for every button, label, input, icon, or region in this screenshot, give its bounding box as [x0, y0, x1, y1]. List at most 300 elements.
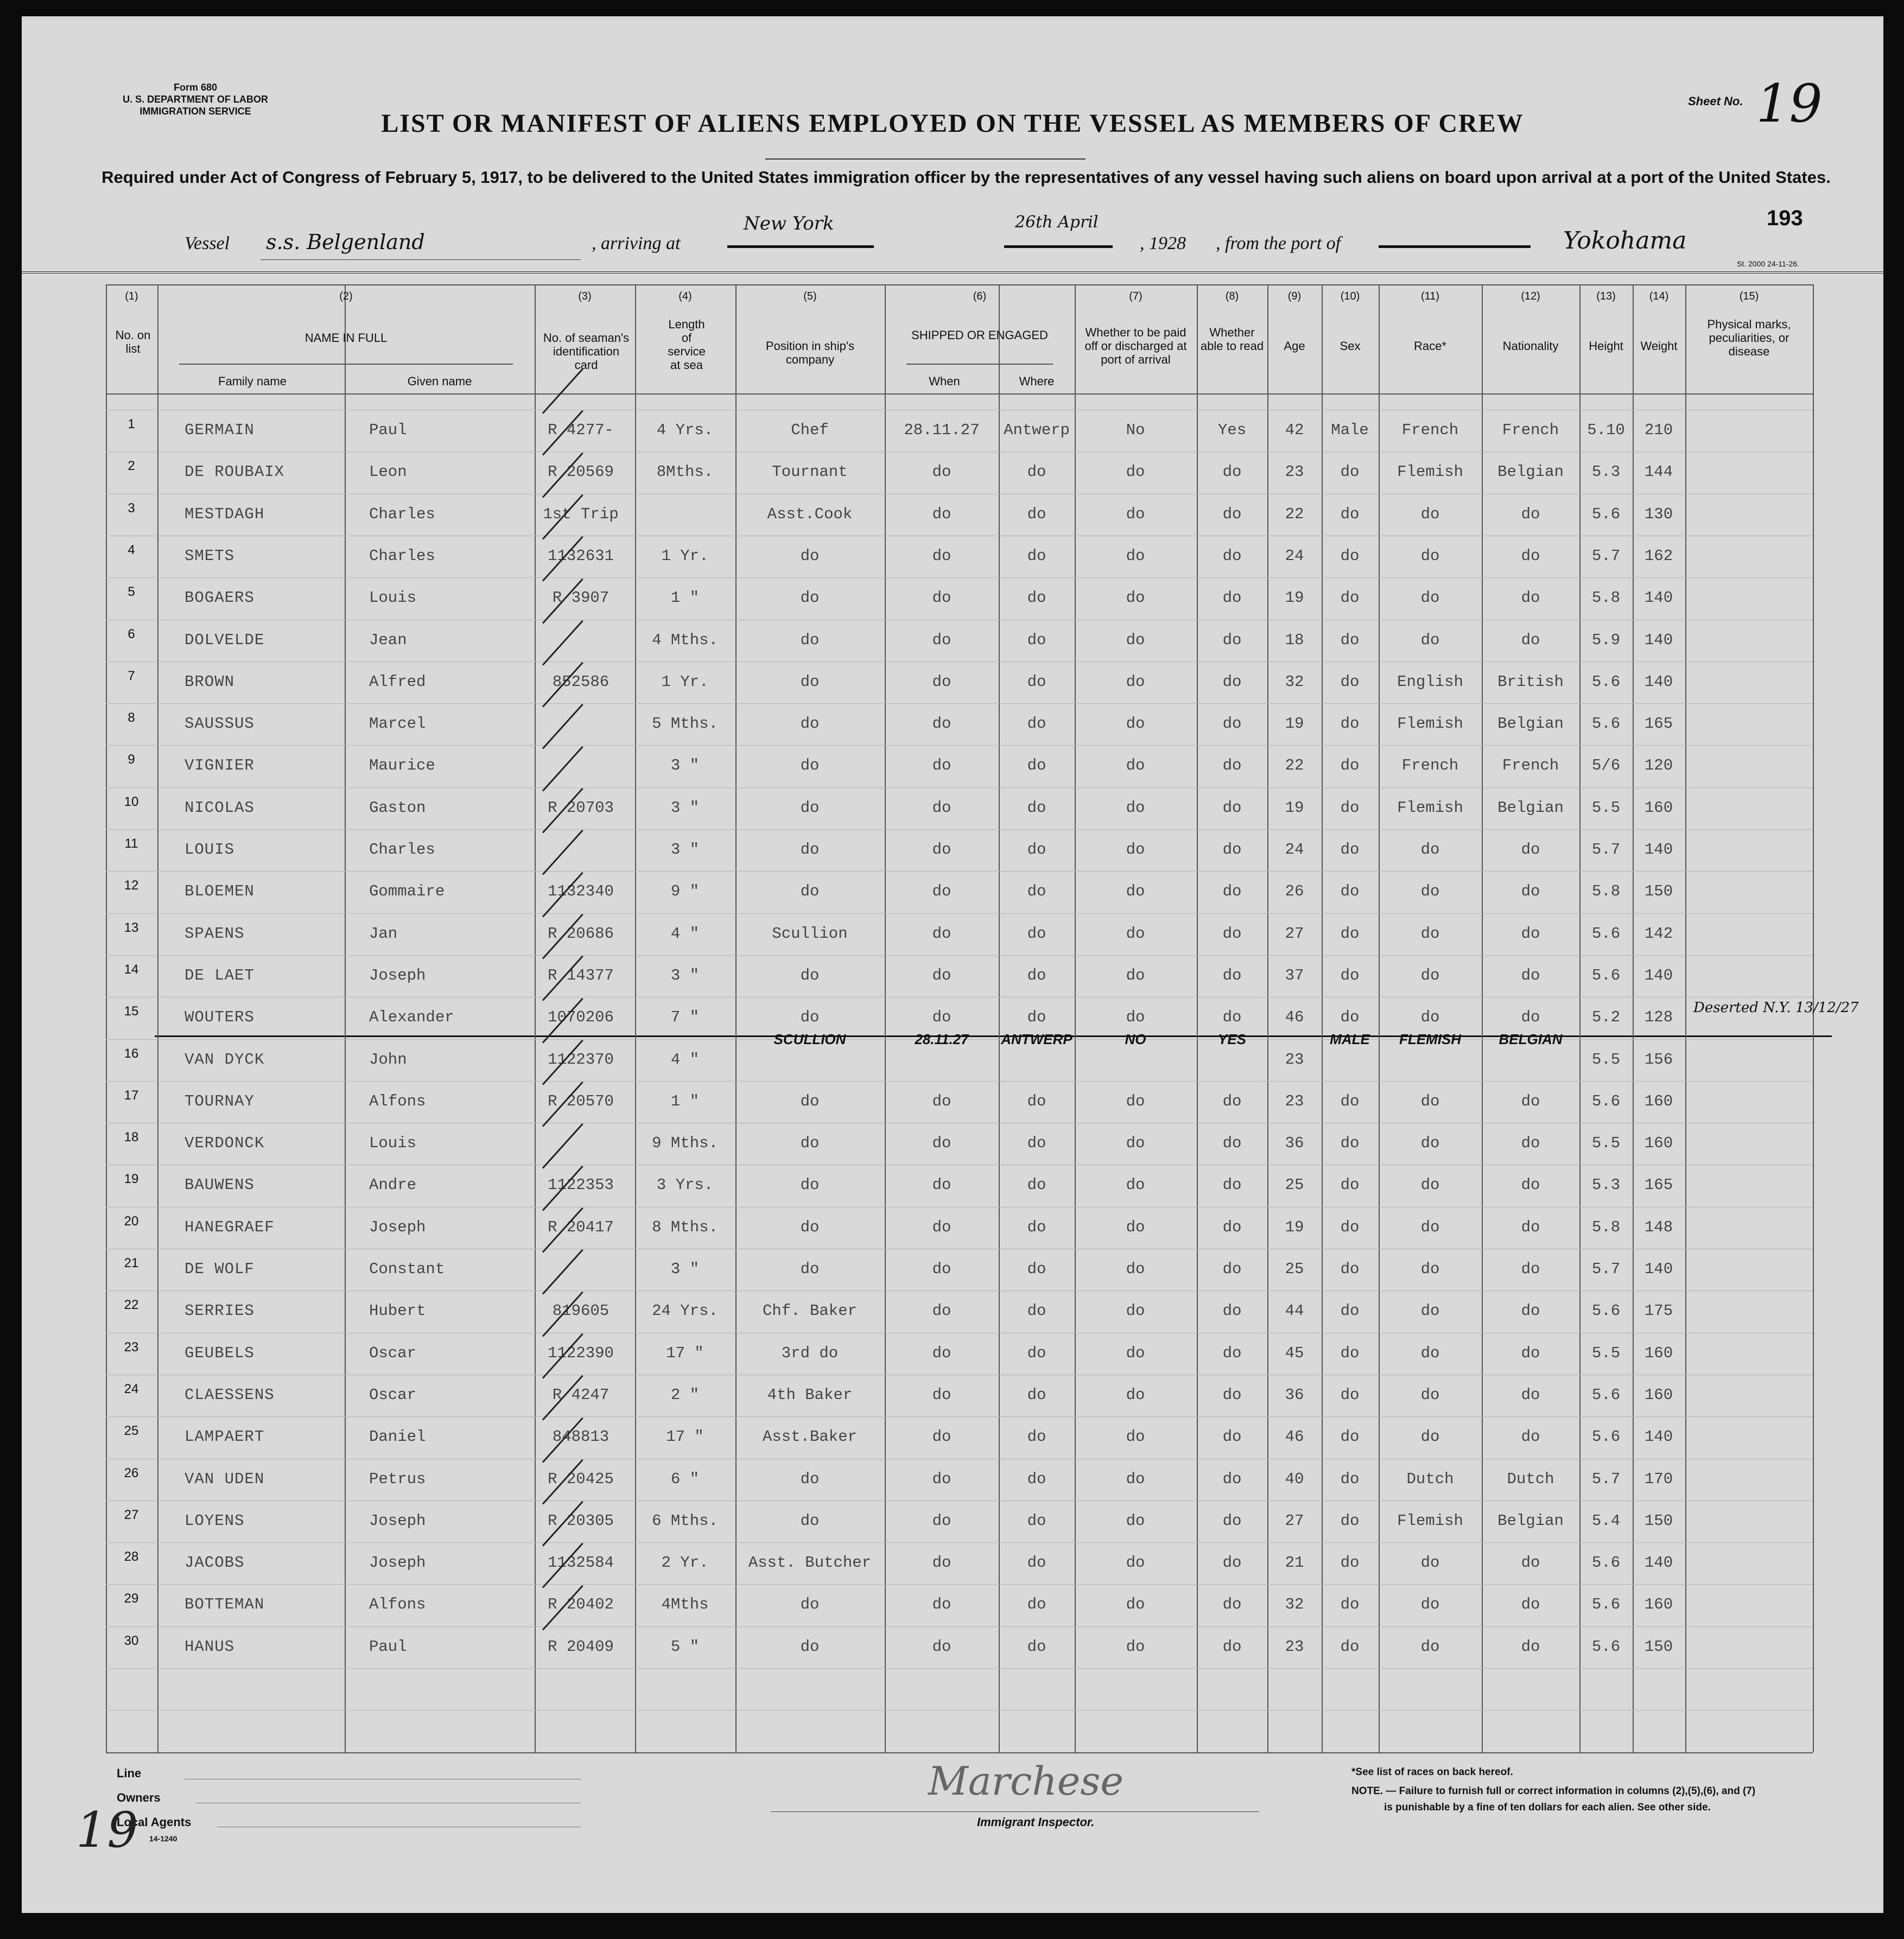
sex-cell: do — [1340, 631, 1360, 649]
position-cell: do — [800, 1511, 820, 1530]
paid-off-cell: do — [1126, 1176, 1145, 1194]
shipped-when-cell: do — [932, 1554, 951, 1572]
family-name-cell: SPAENS — [185, 924, 245, 943]
manifest-sheet — [22, 16, 1883, 1913]
family-name-cell: HANUS — [185, 1637, 235, 1656]
shipped-when-cell: do — [932, 1470, 951, 1488]
able-to-read-cell: do — [1222, 924, 1242, 943]
header-race: Race* — [1414, 339, 1446, 353]
family-name-cell: GEUBELS — [185, 1344, 255, 1362]
weight-cell: 160 — [1644, 1134, 1673, 1153]
position-cell: do — [800, 715, 820, 733]
shipped-where-cell: do — [1027, 1134, 1046, 1153]
sex-cell: do — [1340, 1385, 1360, 1404]
height-cell: 5.6 — [1591, 1092, 1621, 1110]
position-cell: Scullion — [772, 924, 848, 943]
height-cell: 5.6 — [1591, 924, 1621, 943]
able-to-read-cell: do — [1222, 1595, 1242, 1614]
row-number: 28 — [124, 1549, 139, 1565]
shipped-when-cell: do — [932, 756, 951, 775]
age-cell: 24 — [1285, 841, 1304, 859]
length-service-cell: 17 " — [666, 1344, 704, 1362]
shipped-when-cell: do — [932, 1260, 951, 1278]
column-number: (3) — [578, 290, 592, 302]
shipped-where-cell: do — [1027, 631, 1046, 649]
paid-off-cell: do — [1126, 463, 1145, 481]
position-cell: do — [800, 546, 820, 565]
race-cell: Flemish — [1397, 798, 1463, 817]
shipped-where-cell: do — [1027, 798, 1046, 817]
sex-cell: do — [1340, 841, 1360, 859]
ruling-line — [106, 955, 1813, 956]
given-name-cell: Gommaire — [369, 882, 445, 901]
race-cell: do — [1420, 1554, 1440, 1572]
row-number: 10 — [124, 794, 139, 809]
nationality-cell: do — [1521, 589, 1540, 607]
able-to-read-cell: do — [1222, 756, 1242, 775]
age-cell: 32 — [1285, 672, 1304, 691]
weight-cell: 142 — [1644, 924, 1673, 943]
length-service-cell: 3 " — [670, 966, 700, 984]
race-cell: do — [1420, 1092, 1440, 1110]
paid-off-cell: do — [1126, 672, 1145, 691]
age-cell: 19 — [1285, 715, 1304, 733]
length-service-cell: 3 " — [670, 1260, 700, 1278]
weight-cell: 165 — [1644, 1176, 1673, 1194]
age-cell: 26 — [1285, 882, 1304, 901]
height-cell: 5.5 — [1591, 1050, 1621, 1069]
length-service-cell: 6 Mths. — [652, 1511, 718, 1530]
race-cell: French — [1401, 756, 1459, 775]
id-card-cell: R 20703 — [548, 798, 614, 817]
ruling-line — [106, 1710, 1813, 1711]
header-rule — [22, 271, 1883, 274]
header-able-to-read: Whether able to read — [1200, 326, 1264, 353]
given-name-cell: Louis — [369, 1134, 417, 1153]
nationality-cell: do — [1521, 1344, 1540, 1362]
able-to-read-cell: do — [1222, 966, 1242, 984]
family-name-cell: JACOBS — [185, 1554, 245, 1572]
able-to-read-cell: Yes — [1217, 421, 1247, 439]
height-cell: 5.6 — [1591, 505, 1621, 523]
row-number: 24 — [124, 1381, 139, 1396]
sex-cell: do — [1340, 1595, 1360, 1614]
header-divider — [106, 284, 1813, 285]
column-number: (4) — [678, 290, 692, 302]
family-name-cell: MESTDAGH — [185, 505, 265, 523]
nationality-cell: Belgian — [1497, 463, 1564, 481]
weight-cell: 140 — [1644, 966, 1673, 984]
column-divider — [106, 284, 107, 1752]
row-number: 22 — [124, 1298, 139, 1313]
id-card-cell: 1070206 — [548, 1008, 614, 1027]
penalty-note-line2: is punishable by a fine of ten dollars for each alien. See other side. — [1384, 1802, 1711, 1813]
shipped-where-cell: do — [1027, 1637, 1046, 1656]
shipped-where-cell: do — [1027, 672, 1046, 691]
sex-cell: do — [1340, 798, 1360, 817]
age-cell: 19 — [1285, 1218, 1304, 1236]
age-cell: 46 — [1285, 1428, 1304, 1446]
ruling-line — [106, 1668, 1813, 1669]
able-to-read-cell: do — [1222, 1511, 1242, 1530]
position-cell: do — [800, 631, 820, 649]
age-cell: 25 — [1285, 1176, 1304, 1194]
age-cell: 22 — [1285, 505, 1304, 523]
weight-cell: 170 — [1644, 1470, 1673, 1488]
race-cell: do — [1420, 966, 1440, 984]
length-service-cell: 24 Yrs. — [652, 1302, 718, 1320]
position-cell: do — [800, 589, 820, 607]
form-number: Form 680 — [173, 82, 218, 93]
paid-off-cell: No — [1126, 421, 1145, 439]
paid-off-cell: do — [1126, 1595, 1145, 1614]
age-cell: 21 — [1285, 1554, 1304, 1572]
length-service-cell: 2 Yr. — [661, 1554, 709, 1572]
nationality-cell: British — [1497, 672, 1564, 691]
header-nationality: Nationality — [1502, 339, 1559, 353]
shipped-where-cell: do — [1027, 589, 1046, 607]
family-name-cell: LOUIS — [185, 841, 235, 859]
header-no-on-list: No. on list — [115, 328, 151, 355]
length-service-cell: 1 " — [670, 1092, 700, 1110]
height-cell: 5.6 — [1591, 1595, 1621, 1614]
id-card-cell: 1132340 — [548, 882, 614, 901]
shipped-where-cell: do — [1027, 1554, 1046, 1572]
shipped-where-cell: do — [1027, 1470, 1046, 1488]
sex-cell: Male — [1331, 421, 1369, 439]
age-cell: 23 — [1285, 463, 1304, 481]
ruling-line — [106, 829, 1813, 830]
id-card-cell: 852586 — [552, 672, 610, 691]
page-title: LIST OR MANIFEST OF ALIENS EMPLOYED ON THE VESSEL AS MEMBERS OF CREW — [381, 109, 1524, 138]
position-cell: Asst.Cook — [767, 505, 853, 523]
weight-cell: 144 — [1644, 463, 1673, 481]
height-cell: 5.3 — [1591, 1176, 1621, 1194]
nationality-cell: Belgian — [1497, 798, 1564, 817]
race-cell: French — [1401, 421, 1459, 439]
shipped-when-cell: do — [932, 966, 951, 984]
weight-cell: 148 — [1644, 1218, 1673, 1236]
id-card-cell: R 20305 — [548, 1511, 614, 1530]
inspector-signature: Marchese — [928, 1758, 1124, 1804]
weight-cell: 160 — [1644, 1595, 1673, 1614]
row-number: 27 — [124, 1507, 139, 1522]
height-cell: 5/6 — [1591, 756, 1621, 775]
nationality-cell: do — [1521, 505, 1540, 523]
id-card-cell: R 4247 — [552, 1385, 610, 1404]
row-number: 8 — [128, 710, 135, 726]
race-cell: do — [1420, 924, 1440, 943]
shipped-when-cell: do — [932, 1218, 951, 1236]
weight-cell: 150 — [1644, 1637, 1673, 1656]
family-name-cell: HANEGRAEF — [185, 1218, 275, 1236]
shipped-when-cell: do — [932, 1302, 951, 1320]
print-code: St. 2000 24-11-26. — [1737, 259, 1799, 268]
row-number: 19 — [124, 1172, 139, 1187]
position-cell: do — [800, 798, 820, 817]
given-name-cell: Alfons — [369, 1092, 426, 1110]
id-card-cell: R 20570 — [548, 1092, 614, 1110]
length-service-cell: 9 " — [670, 882, 700, 901]
stamp-where: ANTWERP — [1001, 1031, 1072, 1047]
able-to-read-cell: do — [1222, 1470, 1242, 1488]
given-name-cell: Petrus — [369, 1470, 426, 1488]
position-cell: Chef — [791, 421, 829, 439]
row-number: 23 — [124, 1339, 139, 1355]
weight-cell: 175 — [1644, 1302, 1673, 1320]
race-note: *See list of races on back hereof. — [1351, 1766, 1513, 1778]
shipped-when-cell: do — [932, 672, 951, 691]
length-service-cell: 3 " — [670, 841, 700, 859]
nationality-cell: do — [1521, 1260, 1540, 1278]
able-to-read-cell: do — [1222, 672, 1242, 691]
height-cell: 5.6 — [1591, 672, 1621, 691]
height-cell: 5.7 — [1591, 546, 1621, 565]
height-cell: 5.6 — [1591, 1637, 1621, 1656]
header-subdivider — [179, 364, 513, 365]
paid-off-cell: do — [1126, 1344, 1145, 1362]
position-cell: do — [800, 1008, 820, 1027]
header-weight: Weight — [1640, 339, 1678, 353]
row-number: 6 — [128, 626, 135, 641]
stamp-able-to-read: YES — [1217, 1031, 1247, 1047]
column-number: (6) — [973, 290, 987, 302]
shipped-when-cell: do — [932, 1008, 951, 1027]
nationality-cell: do — [1521, 1176, 1540, 1194]
column-number: (8) — [1225, 290, 1239, 302]
blank-underline — [261, 259, 581, 260]
able-to-read-cell: do — [1222, 1134, 1242, 1153]
age-cell: 44 — [1285, 1302, 1304, 1320]
penalty-note-line1: NOTE. — Failure to furnish full or correct information in columns (2),(5),(6), and (7) — [1351, 1785, 1756, 1797]
id-card-cell: R 20686 — [548, 924, 614, 943]
given-name-cell: Joseph — [369, 1554, 426, 1572]
able-to-read-cell: do — [1222, 631, 1242, 649]
row-number: 11 — [124, 836, 138, 851]
race-cell: do — [1420, 505, 1440, 523]
race-cell: Flemish — [1397, 1511, 1463, 1530]
arriving-label: , arriving at — [592, 233, 681, 253]
column-divider — [157, 284, 158, 1752]
id-card-cell: R 4277- — [548, 421, 614, 439]
shipped-when-cell: do — [932, 1637, 951, 1656]
shipped-where-cell: do — [1027, 1092, 1046, 1110]
nationality-cell: do — [1521, 924, 1540, 943]
position-cell: do — [800, 966, 820, 984]
able-to-read-cell: do — [1222, 1428, 1242, 1446]
height-cell: 5.6 — [1591, 715, 1621, 733]
vessel-label: Vessel — [185, 233, 230, 253]
able-to-read-cell: do — [1222, 1385, 1242, 1404]
age-cell: 27 — [1285, 924, 1304, 943]
age-cell: 24 — [1285, 546, 1304, 565]
sex-cell: do — [1340, 715, 1360, 733]
id-card-cell: 819605 — [552, 1302, 610, 1320]
position-cell: Asst.Baker — [762, 1428, 858, 1446]
shipped-where-cell: do — [1027, 1385, 1046, 1404]
nationality-cell: do — [1521, 1385, 1540, 1404]
id-card-cell: R 20425 — [548, 1470, 614, 1488]
sex-cell: do — [1340, 1092, 1360, 1110]
given-name-cell: Marcel — [369, 715, 426, 733]
age-cell: 36 — [1285, 1134, 1304, 1153]
height-cell: 5.6 — [1591, 1302, 1621, 1320]
position-cell: 3rd do — [781, 1344, 839, 1362]
id-card-cell: 1132631 — [548, 546, 614, 565]
stamp-race: FLEMISH — [1399, 1031, 1462, 1047]
weight-cell: 210 — [1644, 421, 1673, 439]
given-name-cell: Hubert — [369, 1302, 426, 1320]
able-to-read-cell: do — [1222, 463, 1242, 481]
position-cell: do — [800, 1218, 820, 1236]
paid-off-cell: do — [1126, 1554, 1145, 1572]
paid-off-cell: do — [1126, 924, 1145, 943]
shipped-when-cell: 28.11.27 — [904, 421, 980, 439]
ruling-line — [106, 1626, 1813, 1627]
race-cell: do — [1420, 631, 1440, 649]
paid-off-cell: do — [1126, 798, 1145, 817]
given-name-cell: Alexander — [369, 1008, 454, 1027]
paid-off-cell: do — [1126, 1428, 1145, 1446]
service-name: IMMIGRATION SERVICE — [139, 106, 251, 117]
height-cell: 5.6 — [1591, 1385, 1621, 1404]
inspector-label: Immigrant Inspector. — [977, 1815, 1095, 1829]
row-number: 30 — [124, 1633, 139, 1648]
height-cell: 5.7 — [1591, 1470, 1621, 1488]
age-cell: 25 — [1285, 1260, 1304, 1278]
given-name-cell: Andre — [369, 1176, 417, 1194]
shipped-where-cell: do — [1027, 505, 1046, 523]
nationality-cell: do — [1521, 1092, 1540, 1110]
height-cell: 5.8 — [1591, 882, 1621, 901]
id-card-cell: 1122370 — [548, 1050, 614, 1069]
ruling-line — [106, 1081, 1813, 1082]
height-cell: 5.7 — [1591, 1260, 1621, 1278]
physical-marks-remark: Deserted N.Y. 13/12/27 — [1693, 1000, 1859, 1016]
column-divider — [345, 284, 346, 1752]
race-cell: do — [1420, 1008, 1440, 1027]
shipped-when-cell: do — [932, 546, 951, 565]
age-cell: 18 — [1285, 631, 1304, 649]
shipped-where-cell: do — [1027, 1176, 1046, 1194]
race-cell: do — [1420, 1344, 1440, 1362]
family-name-cell: BOGAERS — [185, 589, 255, 607]
nationality-cell: do — [1521, 546, 1540, 565]
age-cell: 23 — [1285, 1050, 1304, 1069]
able-to-read-cell: do — [1222, 1176, 1242, 1194]
shipped-where-cell: do — [1027, 1260, 1046, 1278]
given-name-cell: Jean — [369, 631, 407, 649]
weight-cell: 140 — [1644, 631, 1673, 649]
given-name-cell: Paul — [369, 1637, 407, 1656]
header-age: Age — [1284, 339, 1305, 353]
age-cell: 32 — [1285, 1595, 1304, 1614]
shipped-where-cell: do — [1027, 1428, 1046, 1446]
height-cell: 5.10 — [1587, 421, 1625, 439]
weight-cell: 140 — [1644, 672, 1673, 691]
length-service-cell: 6 " — [670, 1470, 700, 1488]
sex-cell: do — [1340, 1470, 1360, 1488]
able-to-read-cell: do — [1222, 841, 1242, 859]
id-card-cell: 1st Trip — [543, 505, 619, 523]
column-number: (15) — [1739, 290, 1759, 302]
sex-cell: do — [1340, 1218, 1360, 1236]
page-subtitle: Required under Act of Congress of February 5, 1917, to be delivered to the United States immigration officer by the representatives of any vessel having such aliens on board upon arrival at a port of the United States. — [101, 168, 1831, 187]
height-cell: 5.8 — [1591, 589, 1621, 607]
able-to-read-cell: do — [1222, 715, 1242, 733]
race-cell: do — [1420, 1385, 1440, 1404]
weight-cell: 140 — [1644, 1260, 1673, 1278]
ruling-line — [106, 1416, 1813, 1417]
family-name-cell: DE WOLF — [185, 1260, 255, 1278]
sex-cell: do — [1340, 1554, 1360, 1572]
row-number: 17 — [124, 1088, 139, 1103]
paid-off-cell: do — [1126, 1470, 1145, 1488]
family-name-cell: GERMAIN — [185, 421, 255, 439]
column-number: (14) — [1649, 290, 1669, 302]
nationality-cell: Belgian — [1497, 715, 1564, 733]
given-name-cell: Constant — [369, 1260, 445, 1278]
length-service-cell: 1 Yr. — [661, 546, 709, 565]
weight-cell: 156 — [1644, 1050, 1673, 1069]
length-service-cell: 3 Yrs. — [656, 1176, 714, 1194]
age-cell: 45 — [1285, 1344, 1304, 1362]
nationality-cell: do — [1521, 882, 1540, 901]
family-name-cell: BAUWENS — [185, 1176, 255, 1194]
arrival-port: New York — [744, 213, 834, 234]
id-card-cell: R 20417 — [548, 1218, 614, 1236]
paid-off-cell: do — [1126, 1260, 1145, 1278]
family-name-cell: VERDONCK — [185, 1134, 265, 1153]
sex-cell: do — [1340, 1008, 1360, 1027]
height-cell: 5.7 — [1591, 841, 1621, 859]
stamp-paid-off: NO — [1125, 1031, 1146, 1047]
sheet-label: Sheet No. — [1688, 94, 1743, 108]
column-number: (13) — [1596, 290, 1616, 302]
sex-cell: do — [1340, 546, 1360, 565]
stamp-when: 28.11.27 — [915, 1031, 969, 1047]
height-cell: 5.5 — [1591, 1344, 1621, 1362]
age-cell: 23 — [1285, 1637, 1304, 1656]
paid-off-cell: do — [1126, 1092, 1145, 1110]
weight-cell: 140 — [1644, 1428, 1673, 1446]
row-number: 12 — [124, 878, 139, 893]
position-cell: do — [800, 882, 820, 901]
sex-cell: do — [1340, 756, 1360, 775]
sex-cell: do — [1340, 1260, 1360, 1278]
weight-cell: 160 — [1644, 798, 1673, 817]
race-cell: do — [1420, 1176, 1440, 1194]
ruling-line — [106, 703, 1813, 704]
row-number: 21 — [124, 1256, 139, 1270]
given-name-cell: Gaston — [369, 798, 426, 817]
length-service-cell: 4 Mths. — [652, 631, 718, 649]
race-cell: do — [1420, 1134, 1440, 1153]
age-cell: 42 — [1285, 421, 1304, 439]
weight-cell: 130 — [1644, 505, 1673, 523]
column-divider — [1813, 284, 1814, 1752]
paid-off-cell: do — [1126, 882, 1145, 901]
stamp-sex: MALE — [1330, 1031, 1370, 1047]
ruling-line — [106, 787, 1813, 788]
shipped-when-cell: do — [932, 463, 951, 481]
family-name-cell: WOUTERS — [185, 1008, 255, 1027]
able-to-read-cell: do — [1222, 798, 1242, 817]
ruling-line — [106, 1584, 1813, 1585]
shipped-when-cell: do — [932, 1428, 951, 1446]
given-name-cell: John — [369, 1050, 407, 1069]
header-shipped-engaged: SHIPPED OR ENGAGED — [911, 328, 1048, 342]
